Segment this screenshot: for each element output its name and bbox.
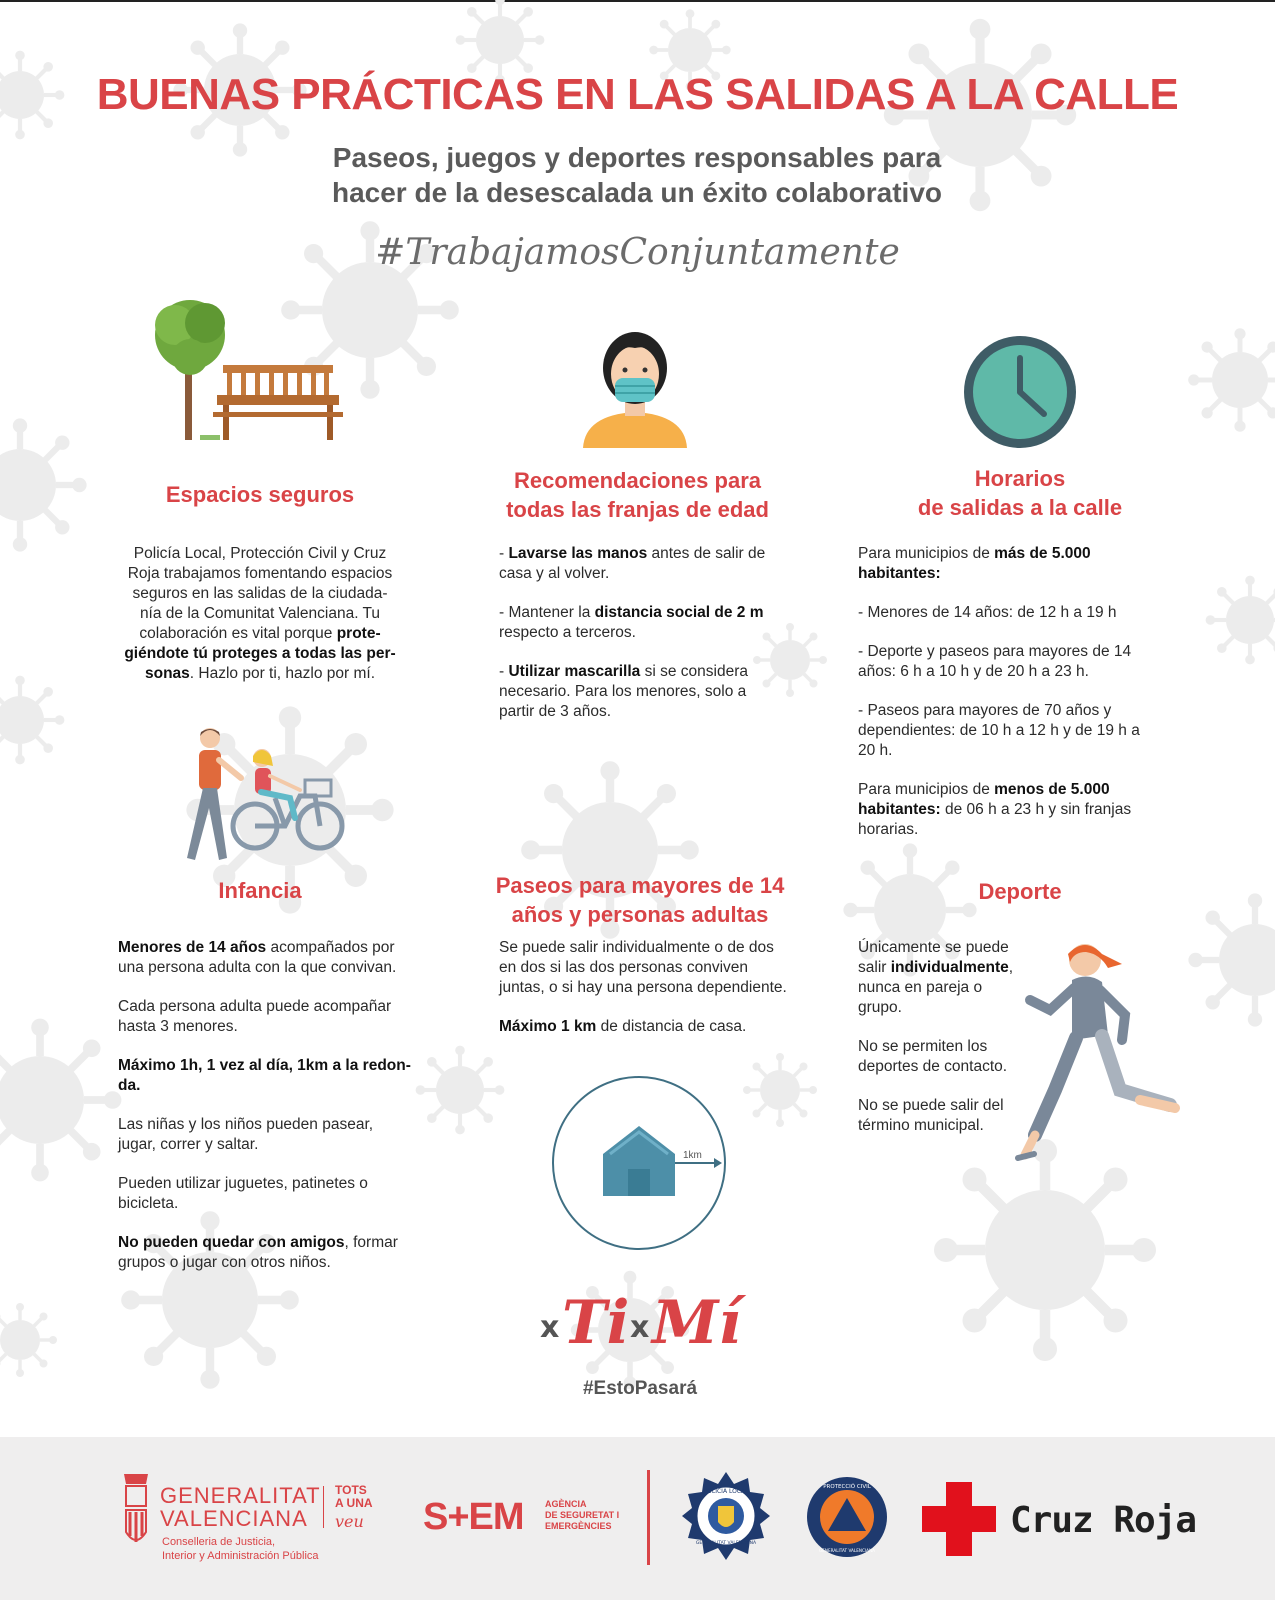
hashtag-esto-pasara: #EstoPasará (582, 1378, 698, 1399)
proteccio-civil-emblem-icon (806, 1476, 888, 1558)
text-line (110, 664, 410, 684)
paragraph (118, 1115, 438, 1155)
text-span: - (499, 545, 509, 562)
text-span: dependientes: de 10 h a 12 h y de 19 h a (858, 722, 1140, 739)
text-span: en dos si las dos personas conviven (499, 959, 749, 976)
paragraph (499, 544, 799, 584)
text-span: Las niñas y los niños pueden pasear, (118, 1116, 374, 1133)
veu-text: veu (335, 1512, 364, 1531)
text-span: antes de salir de (647, 545, 766, 562)
paragraph (118, 1233, 438, 1273)
text-span: grupo. (858, 999, 902, 1016)
tots-a-una-veu (335, 1484, 373, 1510)
paragraph (118, 1056, 438, 1096)
text-span: hasta 3 menores. (118, 1018, 238, 1035)
bold-span: Máximo 1h, 1 vez al día, 1km a la redon- (118, 1057, 411, 1074)
infancia-text (118, 938, 438, 1292)
text-line: seguros en las salidas de la ciudada- (132, 585, 388, 602)
bold-span: No pueden quedar con amigos (118, 1234, 345, 1251)
text-line (110, 624, 410, 644)
text-span: - Menores de 14 años: de 12 h a 19 h (858, 604, 1117, 621)
text-span: , formar (344, 1234, 398, 1251)
text-span: . Hazlo por ti, hazlo por mí. (189, 665, 376, 682)
text-span: juntas, o si hay una persona dependiente. (499, 979, 787, 996)
bold-span: habitantes: (858, 801, 941, 818)
title-line: Horarios (974, 466, 1066, 491)
tots-line: TOTS (335, 1483, 367, 1497)
paragraph (499, 603, 799, 643)
bold-span: prote- (336, 625, 381, 642)
text-span: años: 6 h a 10 h y de 20 h a 23 h. (858, 663, 1089, 680)
text-span: Pueden utilizar juguetes, patinetes o (118, 1175, 368, 1192)
bold-span: más de 5.000 (994, 545, 1091, 562)
bold-span: individualmente (890, 959, 1009, 976)
woman-running-illustration (1010, 940, 1185, 1165)
title-line: de salidas a la calle (917, 495, 1123, 520)
paragraph (118, 938, 438, 978)
section-title-infancia: Infancia (218, 878, 302, 903)
espacios-text (110, 544, 410, 684)
policia-badge-text: POLICIA LOCAL (703, 1488, 749, 1495)
text-span: colaboración es vital porque (139, 625, 337, 642)
text-span: No se permiten los (858, 1038, 988, 1055)
text-span: Para municipios de (858, 781, 995, 798)
section-title-paseos (475, 871, 805, 929)
red-cross-icon (920, 1480, 998, 1558)
conselleria-line: Conselleria de Justicia, (162, 1536, 276, 1548)
clock-icon (962, 334, 1078, 450)
bold-span: sonas (144, 665, 190, 682)
text-span: No se puede salir del (858, 1097, 1004, 1114)
text-span: 20 h. (858, 742, 893, 759)
sem-line: AGÈNCIA (545, 1499, 587, 1509)
sem-line: EMERGÈNCIES (545, 1521, 612, 1531)
logo-mi: Mí (652, 1288, 742, 1358)
text-span: respecto a terceros. (499, 624, 636, 641)
title-line: Paseos para mayores de 14 (495, 873, 785, 898)
sem-logo: S+EM (423, 1496, 524, 1538)
one-km-radius-house-diagram (548, 1074, 730, 1252)
text-line: Roja trabajamos fomentando espacios (127, 565, 393, 582)
paseos-text (499, 938, 809, 1056)
gv-line: VALENCIANA (160, 1506, 308, 1531)
text-span: deportes de contacto. (858, 1058, 1008, 1075)
text-span: Cada persona adulta puede acompañar (118, 998, 392, 1015)
paragraph (858, 701, 1168, 761)
gv-line: GENERALITAT (160, 1483, 321, 1508)
text-span: jugar, correr y saltar. (118, 1136, 259, 1153)
bold-span: Máximo 1 km (499, 1018, 597, 1035)
logo-ti: Ti (562, 1288, 630, 1358)
text-span: - Paseos para mayores de 70 años y (858, 702, 1112, 719)
title-line: años y personas adultas (511, 902, 769, 927)
policia-local-badge-icon (680, 1470, 772, 1562)
paragraph (118, 1174, 438, 1214)
bold-span: menos de 5.000 (994, 781, 1110, 798)
adult-and-child-bicycle-illustration (175, 728, 345, 878)
sem-agency-text (545, 1499, 619, 1532)
bold-span: Menores de 14 años (118, 939, 267, 956)
bold-span: Utilizar mascarilla (508, 663, 641, 680)
footer-divider (647, 1470, 650, 1565)
text-span: Se puede salir individualmente o de dos (499, 939, 774, 956)
text-span: de distancia de casa. (596, 1018, 747, 1035)
section-title-espacios: Espacios seguros (165, 482, 355, 507)
generalitat-name (160, 1484, 321, 1530)
text-span: grupos o jugar con otros niños. (118, 1254, 331, 1271)
pc-emblem-text: PROTECCIÓ CIVIL (823, 1484, 871, 1490)
paragraph (858, 544, 1168, 584)
title-line: Recomendaciones para (514, 468, 761, 493)
text-span: - Deporte y paseos para mayores de 14 (858, 643, 1132, 660)
recomendaciones-text (499, 544, 799, 741)
paragraph (858, 603, 1168, 623)
logo-x-1: x (540, 1310, 560, 1345)
subtitle-line: hacer de la desescalada un éxito colaborativo (331, 177, 943, 208)
section-title-horarios (870, 464, 1170, 522)
text-span: necesario. Para los menores, solo a (499, 683, 747, 700)
bold-span: Lavarse las manos (508, 545, 648, 562)
km-label: 1km (683, 1150, 702, 1161)
section-title-recomendaciones (475, 466, 800, 524)
horarios-text (858, 544, 1168, 859)
text-span: Únicamente se puede (858, 939, 1009, 956)
pc-emblem-subtext: GENERALITAT VALENCIANA (818, 1548, 876, 1553)
bold-span: distancia social de 2 m (594, 604, 764, 621)
section-title-deporte: Deporte (978, 879, 1062, 904)
gv-divider (323, 1486, 324, 1528)
cruz-roja-text: Cruz Roja (1010, 1500, 1197, 1541)
paragraph (858, 780, 1168, 840)
hashtag-trabajamos: #TrabajamosConjuntamente (375, 232, 900, 273)
text-span: horarias. (858, 821, 919, 838)
page-title: BUENAS PRÁCTICAS EN LAS SALIDAS A LA CALLE (96, 70, 1179, 119)
paragraph (118, 997, 438, 1037)
subtitle-line: Paseos, juegos y deportes responsables para (332, 142, 942, 173)
paragraph (499, 938, 809, 998)
text-span: bicicleta. (118, 1195, 179, 1212)
paragraph (858, 642, 1168, 682)
logo-x-2: x (630, 1310, 650, 1345)
text-span: casa y al volver. (499, 565, 610, 582)
tots-line: A UNA (335, 1496, 373, 1510)
text-span: nunca en pareja o (858, 979, 983, 996)
paragraph (499, 662, 799, 722)
text-span: , (1008, 959, 1014, 976)
page-subtitle (237, 140, 1037, 210)
generalitat-crest-icon (118, 1468, 154, 1552)
policia-badge-subtext: GENERALITAT VALENCIANA (695, 1541, 757, 1546)
text-span: partir de 3 años. (499, 703, 612, 720)
text-span: acompañados por (266, 939, 395, 956)
conselleria-line: Interior y Administración Pública (162, 1550, 319, 1562)
text-span: salir (858, 959, 891, 976)
text-line: nía de la Comunitat Valenciana. Tu (139, 605, 381, 622)
sem-line: DE SEGURETAT I (545, 1510, 620, 1520)
text-span: si se considera (640, 663, 748, 680)
text-span: Para municipios de (858, 545, 995, 562)
paragraph (499, 1017, 809, 1037)
person-with-mask-illustration (575, 330, 695, 450)
bold-span: da. (118, 1077, 141, 1094)
conselleria-text (162, 1535, 319, 1563)
text-span: una persona adulta con la que convivan. (118, 959, 397, 976)
text-span: de 06 h a 23 h y sin franjas (940, 801, 1132, 818)
text-span: - (499, 663, 509, 680)
title-line: todas las franjas de edad (506, 497, 769, 522)
text-line (110, 644, 410, 664)
text-span: - Mantener la (499, 604, 595, 621)
text-span: término municipal. (858, 1117, 984, 1134)
bold-span: giéndote tú proteges a todas las per- (124, 645, 396, 662)
bold-span: habitantes: (858, 565, 941, 582)
text-line: Policía Local, Protección Civil y Cruz (133, 545, 387, 562)
tree-and-bench-illustration (145, 295, 345, 450)
